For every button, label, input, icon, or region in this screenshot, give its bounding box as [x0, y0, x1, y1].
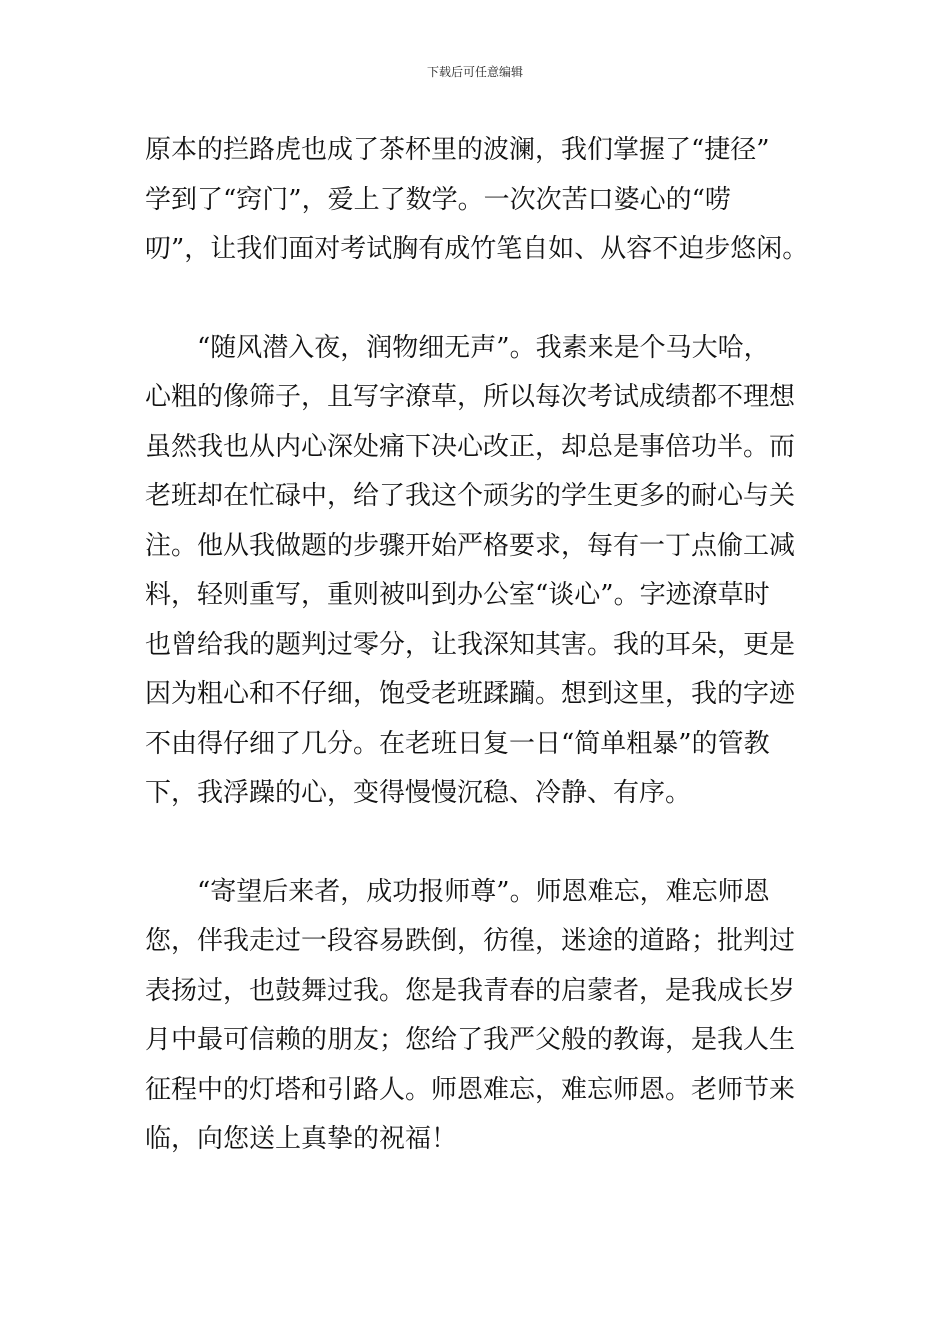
text-line: 料，轻则重写，重则被叫到办公室“谈心”。字迹潦草时 — [145, 580, 770, 610]
text-line: 心粗的像筛子，且写字潦草，所以每次考试成绩都不理想 — [145, 382, 796, 412]
text-line: 虽然我也从内心深处痛下决心改正，却总是事倍功半。而 — [145, 432, 796, 462]
text-line: 下，我浮躁的心，变得慢慢沉稳、冷静、有序。 — [145, 778, 692, 808]
text-line: “寄望后来者，成功报师尊”。师恩难忘，难忘师恩 — [197, 877, 770, 907]
text-line: 您，伴我走过一段容易跌倒，彷徨，迷途的道路；批判过 — [145, 926, 796, 956]
text-line: 叨”，让我们面对考试胸有成竹笔自如、从容不迫步悠闲。 — [145, 234, 809, 264]
text-line: 原本的拦路虎也成了茶杯里的波澜，我们掌握了“捷径” — [145, 135, 770, 165]
text-line: 注。他从我做题的步骤开始严格要求，每有一丁点偷工减 — [145, 531, 796, 561]
text-line: 表扬过，也鼓舞过我。您是我青春的启蒙者，是我成长岁 — [145, 976, 796, 1006]
text-line: “随风潜入夜，润物细无声”。我素来是个马大哈， — [197, 333, 770, 363]
page-header: 下载后可任意编辑 — [426, 65, 523, 79]
text-line: 临，向您送上真挚的祝福！ — [145, 1124, 458, 1154]
text-line: 征程中的灯塔和引路人。师恩难忘，难忘师恩。老师节来 — [145, 1075, 796, 1105]
text-line: 因为粗心和不仔细，饱受老班蹂躏。想到这里，我的字迹 — [145, 679, 796, 709]
text-line: 月中最可信赖的朋友；您给了我严父般的教诲，是我人生 — [145, 1025, 796, 1055]
text-line: 不由得仔细了几分。在老班日复一日“简单粗暴”的管教 — [145, 729, 770, 759]
text-line: 学到了“窍门”，爱上了数学。一次次苦口婆心的“唠 — [145, 185, 731, 215]
text-line: 也曾给我的题判过零分，让我深知其害。我的耳朵，更是 — [145, 630, 796, 660]
text-line: 老班却在忙碌中，给了我这个顽劣的学生更多的耐心与关 — [145, 481, 796, 511]
